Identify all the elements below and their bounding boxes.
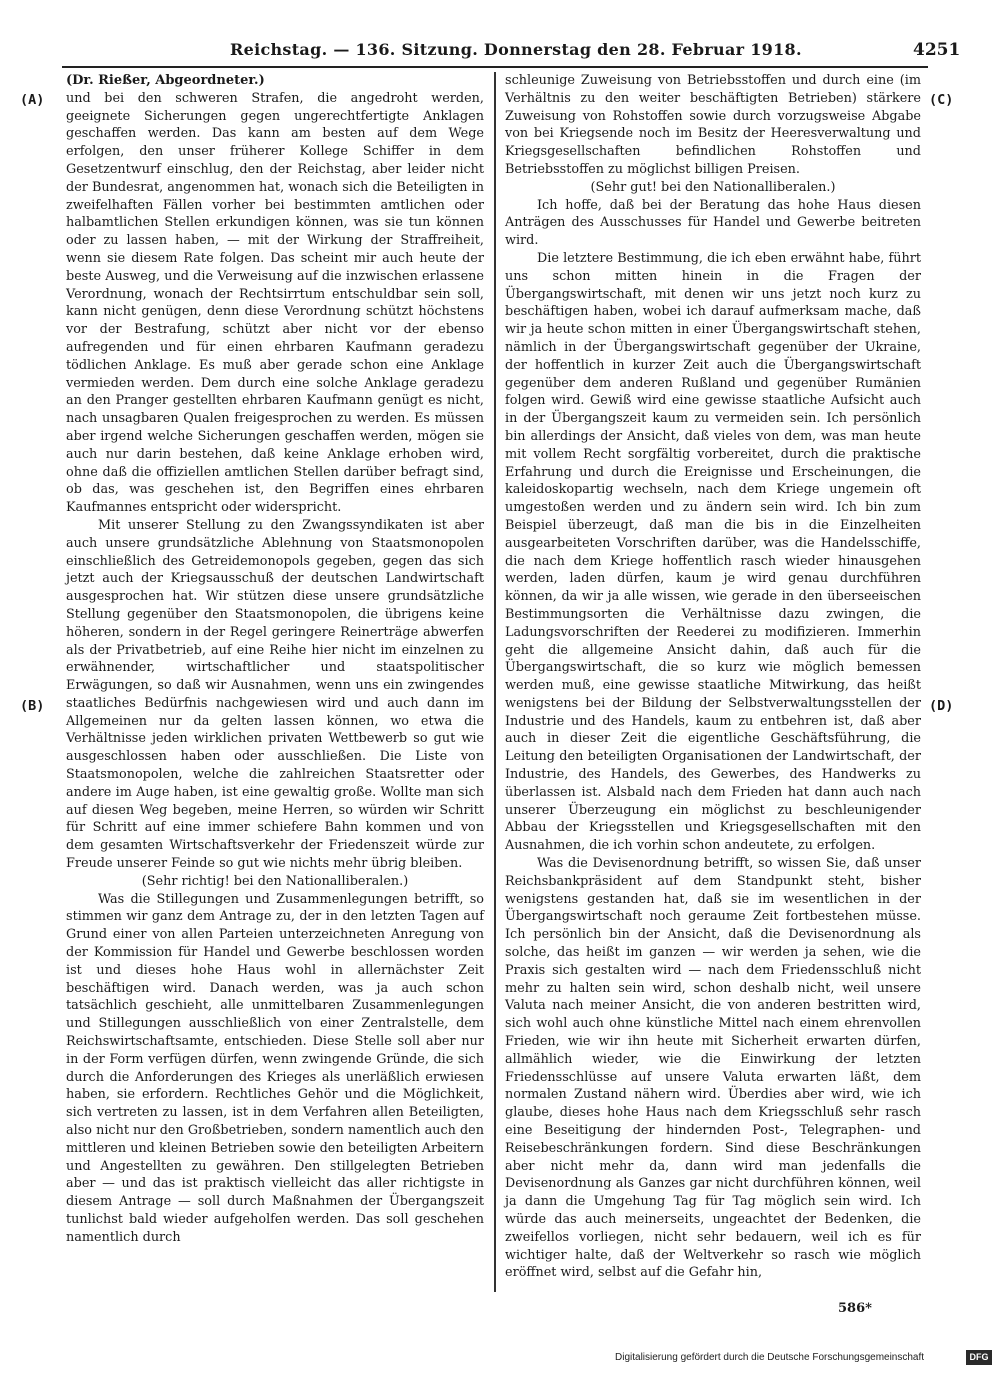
sheet-signature: 586*: [838, 1301, 872, 1316]
paragraph: und bei den schweren Strafen, die angedroht werden, geeignete Sicherungen gegen ungerechtfertigte Anklagen geschaffen werden. Das kann am besten auf dem Wege erfolgen, den unser früherer Kollege Schiffer in dem Gesetzentwurf einschlug, den der Reichstag, aber leider nicht der Bundesrat, angenommen hat, wonach sich die Beteiligten in zweifelhaften Fällen vorher bei bestimmten amtlichen oder halbamtlichen Stellen erkundigen können, was sie tun können oder zu lassen haben, — mit der Wirkung der Straffreiheit, wenn sie diesem Rate folgen. Das scheint mir auch heute der beste Ausweg, und die Verweisung auf die inzwischen erlassene Verordnung, wonach der Rechtsirrtum entschuldbar sein soll, kann nicht genügen, denn diese Verordnung schützt höchstens vor der Bestrafung, schützt aber nicht vor der ebenso aufregenden und für einen ehrbaren Kaufmann geradezu tödlichen Anklage. Es muß aber gerade schon eine Anklage vermieden werden. Dem durch eine solche Anklage geradezu an den Pranger gestellten ehrbaren Kaufmann genügt es nicht, nach unsagbaren Qualen freigesprochen zu werden. Es müssen aber irgend welche Sicherungen geschaffen werden, mögen sie auch nur darin bestehen, daß keine Anklage erhoben wird, ohne daß die offiziellen amtlichen Stellen darüber befragt sind, ob das, was geschehen ist, den Begriffen eines ehrbaren Kaufmannes entspricht oder widerspricht.: [66, 90, 484, 516]
interjection: (Sehr gut! bei den Nationalliberalen.): [590, 179, 836, 195]
dfg-logo: DFG: [966, 1350, 992, 1365]
speaker-label: (Dr. Rießer, Abgeordneter.): [66, 73, 265, 88]
paragraph: Mit unserer Stellung zu den Zwangssyndikaten ist aber auch unsere grundsätzliche Ablehnung von Staatsmonopolen einschließlich des Getreidemonopols gegeben, gegen das sich jetzt auch der Kriegsausschuß der deutschen Landwirtschaft ausgesprochen hat. Wir stützen diese unsere grundsätzliche Stellung gegenüber den Staatsmonopolen, die übrigens keine höheren, sondern in der Regel geringere Reinerträge abwerfen als der Privatbetrieb, auf eine Reihe hier nicht im einzelnen zu erwähnender, wirtschaftlicher und staatspolitischer Erwägungen, so daß wir Ausnahmen, wenn uns ein zwingendes staatliches Bedürfnis nachgewiesen wird und auch dann im Allgemeinen nur da gelten lassen können, wo etwa die Verhältnisse jeden wirklichen privaten Wettbewerb so gut wie ausgeschlossen haben oder ausschließen. Die Liste von Staatsmonopolen, welche die zahlreichen Staatsretter oder andere im Auge haben, ist eine gewaltig große. Wollte man sich auf diesen Weg begeben, meine Herren, so würden wir Schritt für Schritt auf eine immer schiefere Bahn kommen und von dem gesamten Wirtschaftsverkehr der Friedenszeit würde zur Freude unserer Feinde so gut wie nichts mehr übrig bleiben.: [66, 517, 484, 872]
page-number: 4251: [913, 40, 961, 60]
paragraph: Was die Stillegungen und Zusammenlegungen betrifft, so stimmen wir ganz dem Antrage zu, der in den letzten Tagen auf Grund einer von allen Parteien unterzeichneten Anregung von der Kommission für Handel und Gewerbe beschlossen worden ist und dieses hohe Haus wohl in allernächster Zeit beschäftigen wird. Danach werden, was ja auch schon tatsächlich geschieht, alle unmittelbaren Zusammenlegungen und Stillegungen ausschließlich von einer Zentralstelle, dem Reichswirtschaftsamte, entschieden. Diese Stelle soll aber nur in der Form verfügen dürfen, wenn zwingende Gründe, die sich durch die Anforderungen des Krieges als unerläßlich erwiesen haben, sie erfordern. Rechtliches Gehör und die Möglichkeit, sich vertreten zu lassen, ist in dem Verfahren allen Beteiligten, also nicht nur den Großbetrieben, sondern namentlich auch den mittleren und kleinen Betrieben sowie den beteiligten Arbeitern und Angestellten zu gewähren. Den stillgelegten Betrieben aber — und das ist praktisch vielleicht das aller richtigste in diesem Antrage — soll durch Maßnahmen der Übergangszeit tunlichst bald wieder aufgeholfen werden. Das soll geschehen namentlich durch: [66, 891, 484, 1245]
interjection: (Sehr richtig! bei den Nationalliberalen.): [141, 873, 409, 889]
footer-credit: Digitalisierung gefördert durch die Deutsche Forschungsgemeinschaft: [615, 1352, 925, 1363]
paragraph: schleunige Zuweisung von Betriebsstoffen und durch eine (im Verhältnis zu den weiter beschäftigten Betrieben) stärkere Zuweisung von Rohstoffen sowie durch vorzugsweise Abgabe von bei Kriegsende noch im Besitz der Heeresverwaltung und Kriegsgesellschaften befindlichen Rohstoffen und Betriebsstoffen zu möglichst billigen Preisen.: [505, 73, 921, 177]
left-column: [66, 72, 484, 1247]
margin-mark-b: (B): [20, 698, 45, 714]
right-column: [505, 72, 921, 1282]
paragraph: Was die Devisenordnung betrifft, so wissen Sie, daß unser Reichsbankpräsident auf dem Standpunkt steht, bisher wenigstens gestanden hat, daß sie im wesentlichen in der Übergangswirtschaft noch geraume Zeit fortbestehen müsse. Ich persönlich bin der Ansicht, daß die Devisenordnung als solche, das heißt im ganzen — wir werden ja sehen, wie die Praxis sich gestalten wird — nach dem Friedensschluß nicht mehr zu halten sein wird, schon deshalb nicht, weil unsere Valuta nach meiner Ansicht, die von anderen bestritten wird, sich wohl auch ohne künstliche Mittel nach einem ehrenvollen Frieden, wie wir ihn heute mit Sicherheit erwarten dürfen, allmählich wieder, wie die Einwirkung der letzten Friedensschlüsse auf unsere Valuta erwarten läßt, dem normalen Zustand nähern wird. Überdies aber wird, wie ich glaube, dieses hohe Haus nach dem Kriegsschluß sehr rasch eine Beseitigung der hindernden Post-, Telegraphen- und Reisebeschränkungen fordern. Sind diese Beschränkungen aber nicht mehr da, dann wird man jedenfalls die Devisenordnung als Ganzes gar nicht durchführen können, weil ja dann die Umgehung Tag für Tag möglich sein wird. Ich würde das auch meinerseits, ungeachtet der Bedenken, die zweifellos vorliegen, nicht sehr bedauern, weil ich es für wichtiger halte, daß der Weltverkehr so rasch wie möglich eröffnet wird, selbst auf die Gefahr hin,: [505, 856, 921, 1281]
header-rule: [62, 66, 928, 68]
page-header-title: Reichstag. — 136. Sitzung. Donnerstag den 28. Februar 1918.: [230, 40, 802, 59]
margin-mark-d: (D): [929, 698, 954, 714]
paragraph: Ich hoffe, daß bei der Beratung das hohe Haus diesen Anträgen des Ausschusses für Handel und Gewerbe beitreten wird.: [505, 197, 921, 249]
paragraph: Die letztere Bestimmung, die ich eben erwähnt habe, führt uns schon mitten hinein in die Fragen der Übergangswirtschaft, mit denen wir uns jetzt noch kurz zu beschäftigen haben, wobei ich darauf aufmerksam mache, daß wir ja heute schon mitten in einer Übergangswirtschaft stehen, nämlich in der Übergangswirtschaft gegenüber der Ukraine, der hoffentlich in kurzer Zeit auch die Übergangswirtschaft gegenüber dem anderen Rußland und gegenüber Rumänien folgen wird. Gewiß wird eine gewisse staatliche Aufsicht auch in der Übergangszeit kaum zu vermeiden sein. Ich persönlich bin allerdings der Ansicht, daß vieles von dem, was man heute mit vollem Recht sorgfältig vorbereitet, durch die praktische Erfahrung und durch die Ereignisse und Erscheinungen, die kaleidoskopartig wechseln, nach dem Kriege ungemein oft umgestoßen werden und zu ändern sein wird. Ich bin zum Beispiel überzeugt, daß man die bis in die Einzelheiten ausgearbeiteten Vorschriften darüber, was die Handelsschiffe, die nach dem Kriege hoffentlich rasch wieder hinausgehen werden, laden dürfen, kaum je wird genau durchführen können, da wir ja alle wissen, wie gerade in den überseeischen Bestimmungsorten die Verhältnisse dazu zwingen, die Ladungsvorschriften der Reederei zu modifizieren. Immerhin geht die allgemeine Ansicht dahin, daß auch für die Übergangswirtschaft, die so kurz wie möglich bemessen werden muß, eine gewisse staatliche Mitwirkung, das heißt wenigstens bei der Bildung der Selbstverwaltungsstellen der Industrie und des Handels, kaum zu entbehren ist, daß aber auch in dieser Zeit die eigentliche Geschäftsführung, die Leitung den beteiligten Organisationen der Landwirtschaft, der Industrie, des Handels, des Gewerbes, des Handwerks zu überlassen ist. Alsbald nach dem Frieden hat dann auch nach unserer Überzeugung ein möglichst zu beschleunigender Abbau der Kriegsstellen und Kriegsgesellschaften mit den Ausnahmen, die ich vorhin schon andeutete, zu erfolgen.: [505, 250, 921, 854]
column-divider: [494, 72, 496, 1292]
margin-mark-a: (A): [20, 92, 45, 108]
margin-mark-c: (C): [929, 92, 954, 108]
